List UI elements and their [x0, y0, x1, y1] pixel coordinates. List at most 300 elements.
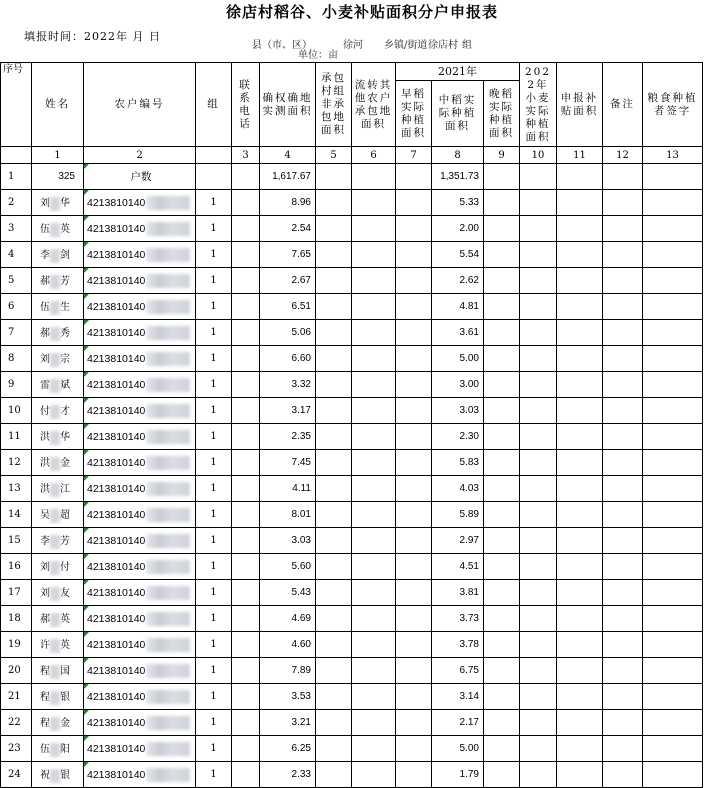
- summary-count: 325: [32, 164, 84, 190]
- header-group: 组: [196, 63, 232, 147]
- row-seq: 20: [1, 658, 32, 684]
- redaction-blur: [146, 378, 190, 392]
- row-given-name: 金: [60, 718, 70, 730]
- row-group: 1: [196, 658, 232, 684]
- redaction-blur: [50, 743, 60, 757]
- row-surname: 程: [40, 692, 50, 704]
- summary-label: 户数: [84, 164, 196, 190]
- row-farmer-code: [84, 242, 196, 268]
- row-area: 2.35: [260, 424, 316, 450]
- redaction-blur: [146, 664, 190, 678]
- row-name: [32, 398, 84, 424]
- redaction-blur: [50, 249, 60, 263]
- row-area: 5.60: [260, 554, 316, 580]
- row-area: 6.51: [260, 294, 316, 320]
- row-phone: [232, 762, 260, 788]
- row-seq: 10: [1, 398, 32, 424]
- row-phone: [232, 320, 260, 346]
- row-surname: 许: [40, 640, 50, 652]
- row-code-text: 4213810140: [87, 586, 146, 599]
- row-phone: [232, 632, 260, 658]
- row-surname: 刘: [40, 198, 50, 210]
- row-group: 1: [196, 450, 232, 476]
- row-code-text: 4213810140: [87, 508, 146, 521]
- redaction-blur: [146, 612, 190, 626]
- row-farmer-code: [84, 710, 196, 736]
- subheader-group: 组: [462, 40, 472, 51]
- row-seq: 7: [1, 320, 32, 346]
- row-seq: 4: [1, 242, 32, 268]
- row-mid-rice: 2.30: [432, 424, 484, 450]
- table-row: [1, 762, 703, 788]
- row-mid-rice: 3.00: [432, 372, 484, 398]
- row-name: [32, 762, 84, 788]
- subsidy-table: [0, 62, 703, 788]
- row-group: 1: [196, 606, 232, 632]
- row-seq: 13: [1, 476, 32, 502]
- redaction-blur: [146, 768, 190, 782]
- table-row: [1, 606, 703, 632]
- row-phone: [232, 658, 260, 684]
- table-row: [1, 580, 703, 606]
- colnum-8: 7: [396, 147, 432, 164]
- row-surname: 伍: [40, 744, 50, 756]
- colnum-4: 3: [232, 147, 260, 164]
- redaction-blur: [50, 535, 60, 549]
- row-phone: [232, 216, 260, 242]
- colnum-5: 4: [260, 147, 316, 164]
- row-area: 6.60: [260, 346, 316, 372]
- redaction-blur: [146, 534, 190, 548]
- redaction-blur: [146, 300, 190, 314]
- row-code-text: 4213810140: [87, 638, 146, 651]
- row-farmer-code: [84, 268, 196, 294]
- header-year-group: 2021年: [396, 63, 520, 81]
- row-area: 8.01: [260, 502, 316, 528]
- redaction-blur: [50, 379, 60, 393]
- colnum-10: 9: [484, 147, 520, 164]
- row-name: [32, 502, 84, 528]
- row-mid-rice: 3.61: [432, 320, 484, 346]
- row-phone: [232, 710, 260, 736]
- row-area: 8.96: [260, 190, 316, 216]
- row-seq: 3: [1, 216, 32, 242]
- row-given-name: 英: [60, 640, 70, 652]
- row-farmer-code: [84, 658, 196, 684]
- row-group: 1: [196, 242, 232, 268]
- row-given-name: 芳: [60, 536, 70, 548]
- row-name: [32, 658, 84, 684]
- header-remarks: 备注: [603, 63, 643, 147]
- colnum-6: 5: [316, 147, 352, 164]
- row-group: 1: [196, 476, 232, 502]
- row-phone: [232, 606, 260, 632]
- redaction-blur: [146, 638, 190, 652]
- summary-area: 1,617.67: [260, 164, 316, 190]
- row-name: [32, 216, 84, 242]
- table-row: [1, 502, 703, 528]
- row-surname: 雷: [40, 380, 50, 392]
- header-late-rice: 晚稻实际种植面积: [484, 81, 520, 147]
- summary-row: [1, 164, 703, 190]
- redaction-blur: [50, 327, 60, 341]
- colnum-11: 10: [520, 147, 557, 164]
- row-farmer-code: [84, 684, 196, 710]
- row-phone: [232, 398, 260, 424]
- row-given-name: 英: [60, 224, 70, 236]
- table-row: [1, 372, 703, 398]
- subheader-township: 乡镇/街道: [384, 40, 428, 51]
- row-phone: [232, 502, 260, 528]
- redaction-blur: [50, 769, 60, 783]
- row-given-name: 付: [60, 562, 70, 574]
- row-name: [32, 320, 84, 346]
- summary-mid-rice: 1,351.73: [432, 164, 484, 190]
- header-non-contract-area: 承包村组非承包地面积: [316, 63, 352, 147]
- row-phone: [232, 242, 260, 268]
- row-phone: [232, 372, 260, 398]
- row-area: 3.21: [260, 710, 316, 736]
- row-area: 3.53: [260, 684, 316, 710]
- table-row: [1, 268, 703, 294]
- row-farmer-code: [84, 762, 196, 788]
- row-group: 1: [196, 398, 232, 424]
- redaction-blur: [146, 508, 190, 522]
- row-name: [32, 736, 84, 762]
- row-given-name: 宗: [60, 354, 70, 366]
- row-given-name: 秀: [60, 328, 70, 340]
- row-name: [32, 242, 84, 268]
- row-mid-rice: 5.83: [432, 450, 484, 476]
- row-phone: [232, 450, 260, 476]
- row-mid-rice: 2.00: [432, 216, 484, 242]
- row-phone: [232, 190, 260, 216]
- header-wheat-area: 2022年小麦实际种植面积: [520, 63, 557, 147]
- row-farmer-code: [84, 528, 196, 554]
- row-mid-rice: 5.00: [432, 346, 484, 372]
- row-code-text: 4213810140: [87, 404, 146, 417]
- row-seq: 9: [1, 372, 32, 398]
- subheader-town: 徐河: [343, 40, 363, 51]
- row-name: [32, 450, 84, 476]
- table-row: [1, 190, 703, 216]
- redaction-blur: [146, 716, 190, 730]
- table-row: [1, 476, 703, 502]
- subheader-unit: 单位：亩: [298, 50, 338, 61]
- row-farmer-code: [84, 216, 196, 242]
- row-mid-rice: 3.81: [432, 580, 484, 606]
- row-farmer-code: [84, 372, 196, 398]
- row-code-text: 4213810140: [87, 430, 146, 443]
- row-area: 4.69: [260, 606, 316, 632]
- row-mid-rice: 5.54: [432, 242, 484, 268]
- row-given-name: 国: [60, 666, 70, 678]
- row-group: 1: [196, 294, 232, 320]
- row-group: 1: [196, 424, 232, 450]
- header-early-rice: 早稻实际种植面积: [396, 81, 432, 147]
- row-code-text: 4213810140: [87, 456, 146, 469]
- header-signature: 粮食种植者签字: [643, 63, 703, 147]
- row-group: 1: [196, 684, 232, 710]
- redaction-blur: [146, 690, 190, 704]
- table-row: [1, 424, 703, 450]
- row-farmer-code: [84, 424, 196, 450]
- row-name: [32, 528, 84, 554]
- row-name: [32, 554, 84, 580]
- redaction-blur: [146, 222, 190, 236]
- row-area: 5.43: [260, 580, 316, 606]
- colnum-12: 11: [557, 147, 603, 164]
- row-phone: [232, 684, 260, 710]
- redaction-blur: [50, 405, 60, 419]
- row-area: 7.65: [260, 242, 316, 268]
- row-name: [32, 294, 84, 320]
- row-area: 4.11: [260, 476, 316, 502]
- subheader-county: 县（市、区）: [252, 40, 312, 51]
- row-code-text: 4213810140: [87, 534, 146, 547]
- row-mid-rice: 5.33: [432, 190, 484, 216]
- row-code-text: 4213810140: [87, 274, 146, 287]
- redaction-blur: [50, 483, 60, 497]
- table-row: [1, 528, 703, 554]
- row-name: [32, 632, 84, 658]
- row-phone: [232, 736, 260, 762]
- row-group: 1: [196, 502, 232, 528]
- row-code-text: 4213810140: [87, 716, 146, 729]
- header-mid-rice: 中稻实际种植面积: [432, 81, 484, 147]
- redaction-blur: [146, 482, 190, 496]
- row-group: 1: [196, 710, 232, 736]
- row-code-text: 4213810140: [87, 664, 146, 677]
- table-row: [1, 684, 703, 710]
- row-name: [32, 372, 84, 398]
- row-surname: 洪: [40, 458, 50, 470]
- row-name: [32, 346, 84, 372]
- row-code-text: 4213810140: [87, 690, 146, 703]
- table-row: [1, 320, 703, 346]
- row-code-text: 4213810140: [87, 196, 146, 209]
- row-group: 1: [196, 736, 232, 762]
- header-name: 姓名: [32, 63, 84, 147]
- redaction-blur: [146, 586, 190, 600]
- row-seq: 21: [1, 684, 32, 710]
- row-mid-rice: 3.14: [432, 684, 484, 710]
- row-phone: [232, 554, 260, 580]
- row-area: 7.89: [260, 658, 316, 684]
- redaction-blur: [50, 223, 60, 237]
- row-mid-rice: 5.00: [432, 736, 484, 762]
- row-farmer-code: [84, 580, 196, 606]
- row-phone: [232, 346, 260, 372]
- row-seq: 18: [1, 606, 32, 632]
- table-row: [1, 710, 703, 736]
- redaction-blur: [50, 275, 60, 289]
- row-mid-rice: 4.03: [432, 476, 484, 502]
- table-row: [1, 346, 703, 372]
- row-farmer-code: [84, 606, 196, 632]
- subheader-village: 徐店村: [428, 40, 458, 51]
- redaction-blur: [50, 431, 60, 445]
- row-name: [32, 580, 84, 606]
- redaction-blur: [50, 717, 60, 731]
- row-seq: 5: [1, 268, 32, 294]
- row-surname: 李: [40, 250, 50, 262]
- table-row: [1, 216, 703, 242]
- redaction-blur: [146, 560, 190, 574]
- row-given-name: 阳: [60, 744, 70, 756]
- row-name: [32, 606, 84, 632]
- row-surname: 郝: [40, 614, 50, 626]
- row-given-name: 剑: [60, 250, 70, 262]
- row-mid-rice: 6.75: [432, 658, 484, 684]
- header-transfer-area: 流转其他农户承包地面积: [352, 63, 396, 147]
- row-surname: 郝: [40, 276, 50, 288]
- row-area: 4.60: [260, 632, 316, 658]
- row-mid-rice: 3.73: [432, 606, 484, 632]
- row-mid-rice: 2.17: [432, 710, 484, 736]
- redaction-blur: [146, 352, 190, 366]
- row-area: 2.33: [260, 762, 316, 788]
- row-code-text: 4213810140: [87, 742, 146, 755]
- row-code-text: 4213810140: [87, 612, 146, 625]
- row-phone: [232, 268, 260, 294]
- row-mid-rice: 4.51: [432, 554, 484, 580]
- row-name: [32, 268, 84, 294]
- row-code-text: 4213810140: [87, 352, 146, 365]
- row-area: 7.45: [260, 450, 316, 476]
- row-surname: 刘: [40, 562, 50, 574]
- table-row: [1, 450, 703, 476]
- row-name: [32, 684, 84, 710]
- row-name: [32, 190, 84, 216]
- row-name: [32, 710, 84, 736]
- row-mid-rice: 3.78: [432, 632, 484, 658]
- row-phone: [232, 294, 260, 320]
- row-code-text: 4213810140: [87, 482, 146, 495]
- row-group: 1: [196, 632, 232, 658]
- row-surname: 刘: [40, 354, 50, 366]
- row-code-text: 4213810140: [87, 560, 146, 573]
- row-group: 1: [196, 580, 232, 606]
- redaction-blur: [50, 561, 60, 575]
- row-name: [32, 476, 84, 502]
- header-confirmed-area: 确权确地实测面积: [260, 63, 316, 147]
- row-phone: [232, 580, 260, 606]
- row-farmer-code: [84, 320, 196, 346]
- row-farmer-code: [84, 736, 196, 762]
- table-row: [1, 736, 703, 762]
- redaction-blur: [50, 639, 60, 653]
- row-given-name: 银: [60, 692, 70, 704]
- row-seq: 19: [1, 632, 32, 658]
- row-mid-rice: 3.03: [432, 398, 484, 424]
- row-mid-rice: 2.97: [432, 528, 484, 554]
- row-group: 1: [196, 268, 232, 294]
- colnum-1: 1: [32, 147, 84, 164]
- table-row: [1, 658, 703, 684]
- row-code-text: 4213810140: [87, 326, 146, 339]
- row-given-name: 江: [60, 484, 70, 496]
- colnum-2: 2: [84, 147, 196, 164]
- row-surname: 洪: [40, 484, 50, 496]
- row-given-name: 才: [60, 406, 70, 418]
- row-name: [32, 424, 84, 450]
- colnum-7: 6: [352, 147, 396, 164]
- row-given-name: 英: [60, 614, 70, 626]
- redaction-blur: [50, 301, 60, 315]
- row-given-name: 友: [60, 588, 70, 600]
- row-given-name: 芳: [60, 276, 70, 288]
- redaction-blur: [50, 691, 60, 705]
- row-seq: 12: [1, 450, 32, 476]
- row-given-name: 斌: [60, 380, 70, 392]
- row-mid-rice: 2.62: [432, 268, 484, 294]
- row-given-name: 生: [60, 302, 70, 314]
- colnum-0: [1, 147, 32, 164]
- row-mid-rice: 1.79: [432, 762, 484, 788]
- redaction-blur: [146, 274, 190, 288]
- row-surname: 郝: [40, 328, 50, 340]
- row-group: 1: [196, 190, 232, 216]
- row-surname: 伍: [40, 302, 50, 314]
- header-subsidy-area: 申报补贴面积: [557, 63, 603, 147]
- row-surname: 吴: [40, 510, 50, 522]
- row-code-text: 4213810140: [87, 378, 146, 391]
- row-group: 1: [196, 554, 232, 580]
- row-surname: 伍: [40, 224, 50, 236]
- row-seq: 15: [1, 528, 32, 554]
- row-code-text: 4213810140: [87, 768, 146, 781]
- row-surname: 付: [40, 406, 50, 418]
- colnum-14: 13: [643, 147, 703, 164]
- row-farmer-code: [84, 190, 196, 216]
- row-area: 3.03: [260, 528, 316, 554]
- row-given-name: 华: [60, 432, 70, 444]
- row-phone: [232, 476, 260, 502]
- row-farmer-code: [84, 450, 196, 476]
- redaction-blur: [50, 587, 60, 601]
- row-group: 1: [196, 528, 232, 554]
- row-surname: 程: [40, 718, 50, 730]
- table-row: [1, 242, 703, 268]
- summary-seq: 1: [1, 164, 32, 190]
- row-mid-rice: 4.81: [432, 294, 484, 320]
- row-seq: 8: [1, 346, 32, 372]
- row-code-text: 4213810140: [87, 248, 146, 261]
- row-seq: 11: [1, 424, 32, 450]
- redaction-blur: [146, 326, 190, 340]
- row-farmer-code: [84, 346, 196, 372]
- redaction-blur: [146, 248, 190, 262]
- table-row: [1, 294, 703, 320]
- redaction-blur: [50, 197, 60, 211]
- redaction-blur: [146, 196, 190, 210]
- row-given-name: 华: [60, 198, 70, 210]
- row-group: 1: [196, 762, 232, 788]
- header-farmer-code: 农户编号: [84, 63, 196, 147]
- redaction-blur: [50, 665, 60, 679]
- row-phone: [232, 424, 260, 450]
- table-row: [1, 632, 703, 658]
- row-farmer-code: [84, 554, 196, 580]
- row-surname: 刘: [40, 588, 50, 600]
- colnum-13: 12: [603, 147, 643, 164]
- row-surname: 程: [40, 666, 50, 678]
- row-farmer-code: [84, 398, 196, 424]
- redaction-blur: [50, 353, 60, 367]
- row-seq: 6: [1, 294, 32, 320]
- row-surname: 洪: [40, 432, 50, 444]
